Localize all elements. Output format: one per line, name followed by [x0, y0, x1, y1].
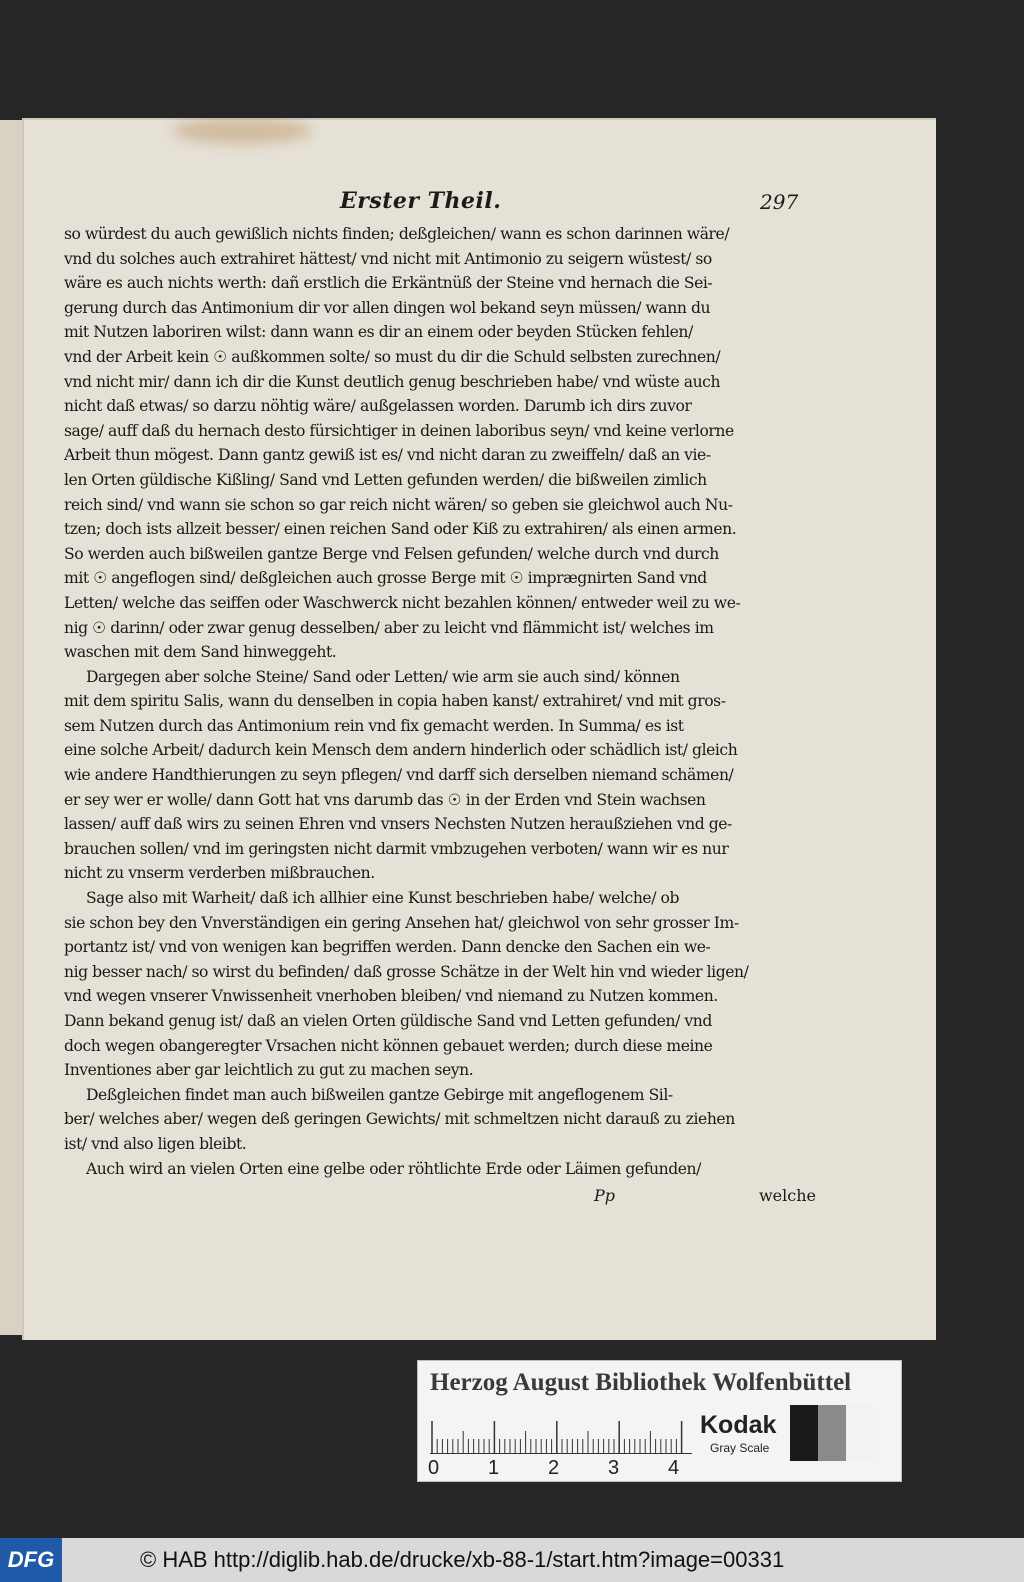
ruler-number-4: 4 — [668, 1457, 680, 1479]
running-title: Erster Theil. — [340, 188, 502, 214]
text-line: mit dem spiritu Salis, wann du denselben in copia haben kanst/ extrahiret/ vnd mit gros- — [64, 692, 726, 711]
text-line: nig ☉ darinn/ oder zwar genug desselben/ aber zu leicht vnd flämmicht ist/ welches im — [64, 618, 714, 637]
text-line: So werden auch bißweilen gantze Berge vnd Felsen gefunden/ welche durch vnd durch — [64, 544, 719, 563]
text-line: len Orten güldische Kißling/ Sand vnd Letten gefunden werden/ die bißweilen zimlich — [64, 470, 707, 489]
text-line: waschen mit dem Sand hinweggeht. — [64, 643, 337, 662]
page-number: 297 — [760, 190, 799, 214]
kodak-logo: Kodak — [700, 1411, 777, 1439]
footer-bar — [0, 1538, 1024, 1582]
page-header — [22, 188, 936, 218]
text-line: Letten/ welche das seiffen oder Waschwerck nicht bezahlen können/ entweder weil zu we- — [64, 593, 741, 612]
text-line: Sage also mit Warheit/ daß ich allhier eine Kunst beschrieben habe/ welche/ ob — [86, 889, 679, 908]
ruler-number-1: 1 — [488, 1457, 500, 1479]
swatch-white — [846, 1405, 874, 1461]
text-line: nicht daß etwas/ so darzu nöhtig wäre/ außgelassen worden. Darumb ich dirs zuvor — [64, 397, 692, 416]
ruler-number-3: 3 — [608, 1457, 620, 1479]
text-line: ist/ vnd also ligen bleibt. — [64, 1134, 247, 1153]
text-line: eine solche Arbeit/ dadurch kein Mensch dem andern hinderlich oder schädlich ist/ gleich — [64, 741, 738, 760]
text-line: vnd der Arbeit kein ☉ außkommen solte/ so must du dir die Schuld selbsten zurechnen/ — [64, 347, 721, 366]
gray-scale-label: Gray Scale — [710, 1441, 770, 1455]
text-line: wäre es auch nichts werth: dañ erstlich die Erkäntnüß der Steine vnd hernach die Sei- — [64, 274, 713, 293]
text-line: er sey wer er wolle/ dann Gott hat vns darumb das ☉ in der Erden vnd Stein wachsen — [64, 790, 706, 809]
text-line: Auch wird an vielen Orten eine gelbe oder röhtlichte Erde oder Läimen gefunden/ — [86, 1159, 701, 1178]
text-line: Arbeit thun mögest. Dann gantz gewiß ist es/ vnd nicht daran zu zweiffeln/ daß an vie- — [64, 446, 711, 465]
measurement-ruler — [430, 1413, 692, 1454]
text-line: doch wegen obangeregter Vrsachen nicht können gebauet werden; durch diese meine — [64, 1036, 713, 1055]
text-line: reich sind/ vnd wann sie schon so gar reich nicht wären/ so geben sie gleichwol auch Nu- — [64, 495, 733, 514]
dfg-logo: DFG — [0, 1538, 62, 1582]
book-page — [22, 118, 936, 1340]
text-line: vnd wegen vnserer Vnwissenheit vnerhoben bleiben/ vnd niemand zu Nutzen kommen. — [64, 987, 718, 1006]
text-line: lassen/ auff daß wirs zu seinen Ehren vnd vnsers Nechsten Nutzen heraußziehen vnd ge- — [64, 815, 732, 834]
text-line: so würdest du auch gewißlich nichts finden; deßgleichen/ wann es schon darinnen wäre/ — [64, 225, 730, 243]
library-name: Herzog August Bibliothek Wolfenbüttel — [430, 1369, 852, 1396]
ruler-ticks — [430, 1413, 692, 1453]
signature-mark: Pp — [594, 1186, 616, 1205]
text-line: vnd du solches auch extrahiret hättest/ vnd nicht mit Antimonio zu seigern wüstest/ so — [64, 249, 712, 268]
library-color-card — [417, 1360, 902, 1482]
text-line: ber/ welches aber/ wegen deß geringen Gewichts/ mit schmeltzen nicht darauß zu ziehen — [64, 1110, 735, 1129]
text-line: Dargegen aber solche Steine/ Sand oder Letten/ wie arm sie auch sind/ können — [86, 667, 680, 686]
ruler-number-2: 2 — [548, 1457, 560, 1479]
text-line: Inventiones aber gar leichtlich zu gut zu machen seyn. — [64, 1061, 474, 1080]
text-line: tzen; doch ists allzeit besser/ einen reichen Sand oder Kiß zu extrahiren/ als einen armen. — [64, 520, 737, 539]
text-line: sage/ auff daß du hernach desto fürsichtiger in deinen laboribus seyn/ vnd keine verlorne — [64, 421, 734, 440]
text-line: portantz ist/ vnd von wenigen kan begriffen werden. Dann dencke den Sachen ein we- — [64, 938, 711, 957]
text-line: mit Nutzen laboriren wilst: dann wann es dir an einem oder beyden Stücken fehlen/ — [64, 323, 693, 342]
facing-page-edge — [0, 120, 22, 1335]
text-line: mit ☉ angeflogen sind/ deßgleichen auch grosse Berge mit ☉ imprægnirten Sand vnd — [64, 569, 707, 588]
ruler-number-0: 0 — [428, 1457, 440, 1479]
text-line: brauchen sollen/ vnd im geringsten nicht darmit vmbzugehen verboten/ wann wir es nur — [64, 839, 729, 858]
text-line: vnd nicht mir/ dann ich dir die Kunst deutlich genug beschrieben habe/ vnd wüste auch — [64, 372, 721, 391]
swatch-gray — [818, 1405, 846, 1461]
body-text — [64, 222, 816, 1181]
text-line: nicht zu vnserm verderben mißbrauchen. — [64, 864, 375, 883]
text-line: Dann bekand genug ist/ daß an vielen Orten güldische Sand vnd Letten gefunden/ vnd — [64, 1012, 712, 1030]
swatch-black — [790, 1405, 818, 1461]
copyright-credit: © HAB http://diglib.hab.de/drucke/xb-88-1/start.htm?image=00331 — [140, 1547, 785, 1572]
text-line: nig besser nach/ so wirst du befinden/ daß grosse Schätze in der Welt hin vnd wieder ligen/ — [64, 962, 749, 981]
page-footer-line — [64, 1186, 816, 1210]
text-line: Deßgleichen findet man auch bißweilen gantze Gebirge mit angeflogenem Sil- — [86, 1085, 673, 1104]
catchword: welche — [758, 1186, 816, 1205]
text-line: gerung durch das Antimonium dir vor allen dingen wol bekand seyn müssen/ wann du — [64, 298, 711, 317]
text-line: sie schon bey den Vnverständigen ein gering Ansehen hat/ gleichwol von sehr grosser Im- — [64, 913, 739, 932]
text-line: sem Nutzen durch das Antimonium rein vnd fix gemacht werden. In Summa/ es ist — [64, 716, 684, 735]
text-line: wie andere Handthierungen zu seyn pflegen/ vnd darff sich derselben niemand schämen/ — [64, 766, 734, 785]
